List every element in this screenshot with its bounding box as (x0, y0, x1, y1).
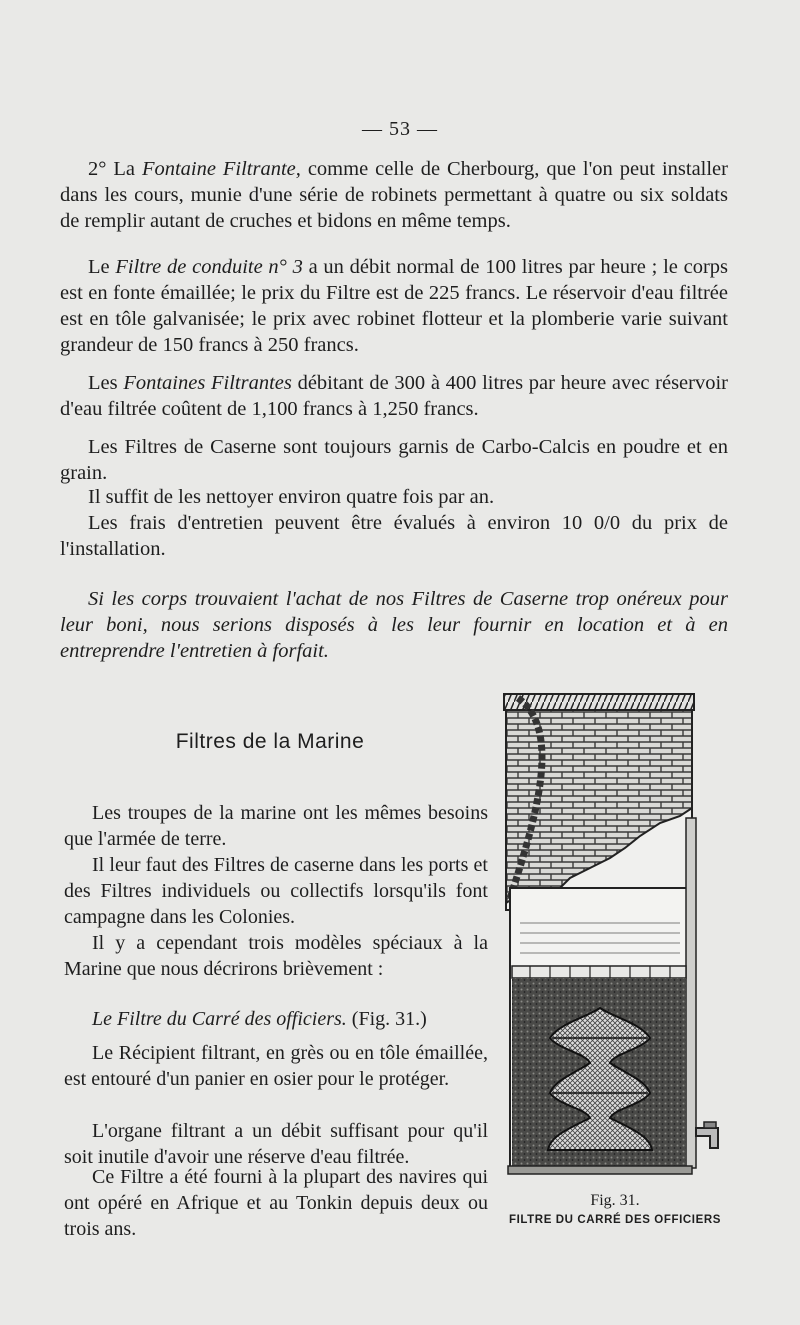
paragraph-nettoyage: Il suffit de les nettoyer environ quatre fois par an. (88, 486, 495, 508)
text-run: a un débit normal de 100 litres par heure ; le corps est en fonte émaillée; le prix du Filtre est de 225 francs. Le réservoir d'eau filtrée est en tôle galvanisée; le prix avec robinet flotteur et la plomberie varie suivant grandeur de 150 francs à 250 francs. (60, 256, 728, 356)
figure-caption (484, 1192, 746, 1226)
text-run: comme celle de Cherbourg, que l'on peut installer dans les cours, munie d'une série de robinets permettant à quatre ou six soldats de remplir autant de cruches et bidons en même temps. (60, 158, 728, 232)
figure-number: Fig. 31. (590, 1192, 640, 1209)
italic-term: Le Filtre du Carré des officiers. (92, 1008, 347, 1030)
italic-term: Filtre de conduite n° 3 (115, 256, 303, 278)
italic-term: Fontaine Filtrante, (141, 158, 301, 180)
paragraph-organe-filtrant: L'organe filtrant a un débit suffisant pour qu'il soit inutile d'avoir une réserve d'eau filtrée. (64, 1120, 488, 1168)
paragraph-modeles-speciaux: Il y a cependant trois modèles spéciaux à la Marine que nous décrirons brièvement : (64, 932, 488, 980)
paragraph-recipient-filtrant: Le Récipient filtrant, en grès ou en tôle émaillée, est entouré d'un panier en osier pour le protéger. (64, 1042, 488, 1090)
paragraph-carre-officiers-heading (64, 1006, 488, 1032)
paragraph-filtre-conduite (60, 254, 728, 358)
filter-illustration (490, 688, 736, 1180)
perforated-plate (512, 966, 686, 978)
section-title: Filtres de la Marine (175, 730, 365, 753)
figure-reference: (Fig. 31.) (346, 1008, 427, 1030)
tap (696, 1128, 718, 1148)
italic-term: Fontaines Filtrantes (123, 372, 292, 394)
text-run: débitant de 300 à 400 litres par heure avec réservoir d'eau filtrée coûtent de 1,100 francs à 1,250 francs. (60, 372, 728, 420)
paragraph-location-offer: Si les corps trouvaient l'achat de nos Filtres de Caserne trop onéreux pour leur boni, nous serions disposés à les leur fournir en location et à en entreprendre l'entretien à forfait. (60, 588, 728, 662)
paragraph-fontaines-filtrantes (60, 370, 728, 422)
paragraph-navires: Ce Filtre a été fourni à la plupart des navires qui ont opéré en Afrique et au Tonkin depuis deux ou trois ans. (64, 1166, 488, 1240)
text-run: Le (88, 256, 116, 278)
paragraph-filtres-ports: Il leur faut des Filtres de caserne dans les ports et des Filtres individuels ou collectifs lorsqu'ils font campagne dans les Colonies. (64, 854, 488, 928)
paragraph-fontaine-filtrante (60, 156, 728, 234)
text-run: Les (88, 372, 124, 394)
paragraph-troupes-marine: Les troupes de la marine ont les mêmes besoins que l'armée de terre. (64, 802, 488, 850)
text-run: 2° La (88, 158, 142, 180)
figure-title: FILTRE DU CARRÉ DES OFFICIERS (508, 1214, 722, 1226)
paragraph-frais-entretien: Les frais d'entretien peuvent être évalués à environ 10 0/0 du prix de l'installation. (60, 512, 728, 560)
filter-rim (504, 694, 694, 710)
paragraph-carbo-calcis: Les Filtres de Caserne sont toujours garnis de Carbo-Calcis en poudre et en grain. (60, 436, 728, 484)
page-number: — 53 — (362, 118, 438, 140)
